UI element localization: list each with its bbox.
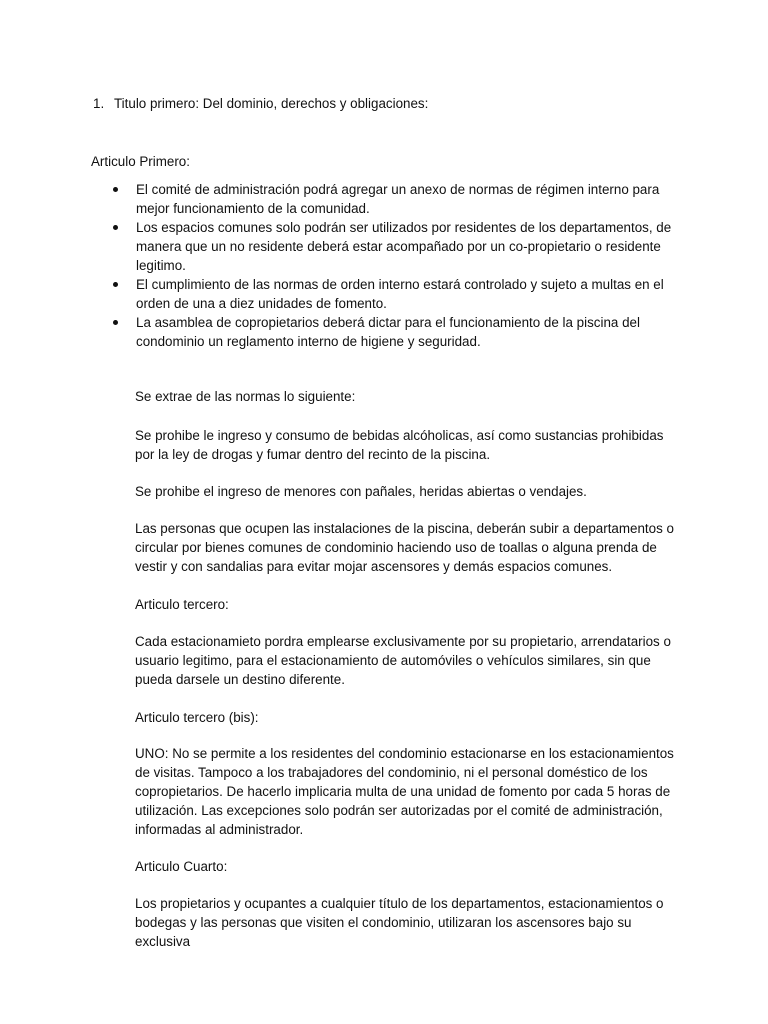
heading-number: 1.	[93, 96, 105, 111]
heading-title: Titulo primero: Del dominio, derechos y obligaciones:	[114, 96, 429, 111]
article-3-paragraph	[135, 632, 680, 689]
bullet-dot-icon	[113, 320, 118, 325]
bullet-item	[93, 218, 683, 275]
pool-rule-text: Se prohibe le ingreso y consumo de bebidas alcóholicas, así como sustancias prohibidas por la ley de drogas y fumar dentro del recinto de la piscina.	[135, 428, 664, 462]
article-3-bis-text: UNO: No se permite a los residentes del condominio estacionarse en los estacionamientos de visitas. Tampoco a los trabajadores del condominio, ni el personal doméstico de los copropietarios. De hacerlo implicaria multa de una unidad de fomento por cada 5 horas de utilización. Las excepciones solo podrán ser autorizadas por el comité de administración, informadas al administrador.	[135, 746, 674, 837]
article-4-paragraph	[135, 894, 680, 951]
bullet-text: El cumplimiento de las normas de orden interno estará controlado y sujeto a multas en el orden de una a diez unidades de fomento.	[136, 277, 664, 311]
article-4-title: Articulo Cuarto:	[135, 859, 228, 874]
pool-rule-paragraph	[135, 482, 680, 501]
bullet-text: La asamblea de copropietarios deberá dictar para el funcionamiento de la piscina del condominio un reglamento interno de higiene y seguridad.	[136, 315, 640, 349]
pool-rule-text: Las personas que ocupen las instalaciones de la piscina, deberán subir a departamentos o circular por bienes comunes de condominio haciendo uso de toallas o alguna prenda de vestir y con sandalias para evitar mojar ascensores y demás espacios comunes.	[135, 521, 674, 574]
pool-rule-paragraph	[135, 426, 680, 464]
bullet-dot-icon	[113, 187, 118, 192]
article-3-bis-paragraph	[135, 744, 680, 839]
pool-rule-paragraph	[135, 519, 680, 576]
bullet-dot-icon	[113, 282, 118, 287]
article-3-bis-title: Articulo tercero (bis):	[135, 710, 259, 725]
article-3-title: Articulo tercero:	[135, 597, 229, 612]
bullet-text: El comité de administración podrá agregar un anexo de normas de régimen interno para mejor funcionamiento de la comunidad.	[136, 182, 660, 216]
article-4-text: Los propietarios y ocupantes a cualquier título de los departamentos, estacionamientos o bodegas y las personas que visiten el condominio, utilizaran los ascensores bajo su exclusiva	[135, 896, 664, 949]
pool-rule-text: Se prohibe el ingreso de menores con pañales, heridas abiertas o vendajes.	[135, 484, 587, 499]
bullet-item	[93, 180, 683, 218]
bullet-item	[93, 275, 683, 313]
article-1-title: Articulo Primero:	[91, 154, 190, 169]
bullet-text: Los espacios comunes solo podrán ser utilizados por residentes de los departamentos, de manera que un no residente deberá estar acompañado por un co-propietario o residente legitimo.	[136, 220, 672, 273]
bullet-item	[93, 313, 683, 351]
bullet-dot-icon	[113, 225, 118, 230]
article-1-bullet-list	[93, 180, 683, 351]
article-3-text: Cada estacionamieto pordra emplearse exclusivamente por su propietario, arrendatarios o usuario legitimo, para el estacionamiento de automóviles o vehículos similares, sin que pueda darsele un destino diferente.	[135, 634, 671, 687]
extract-title: Se extrae de las normas lo siguiente:	[135, 389, 356, 404]
